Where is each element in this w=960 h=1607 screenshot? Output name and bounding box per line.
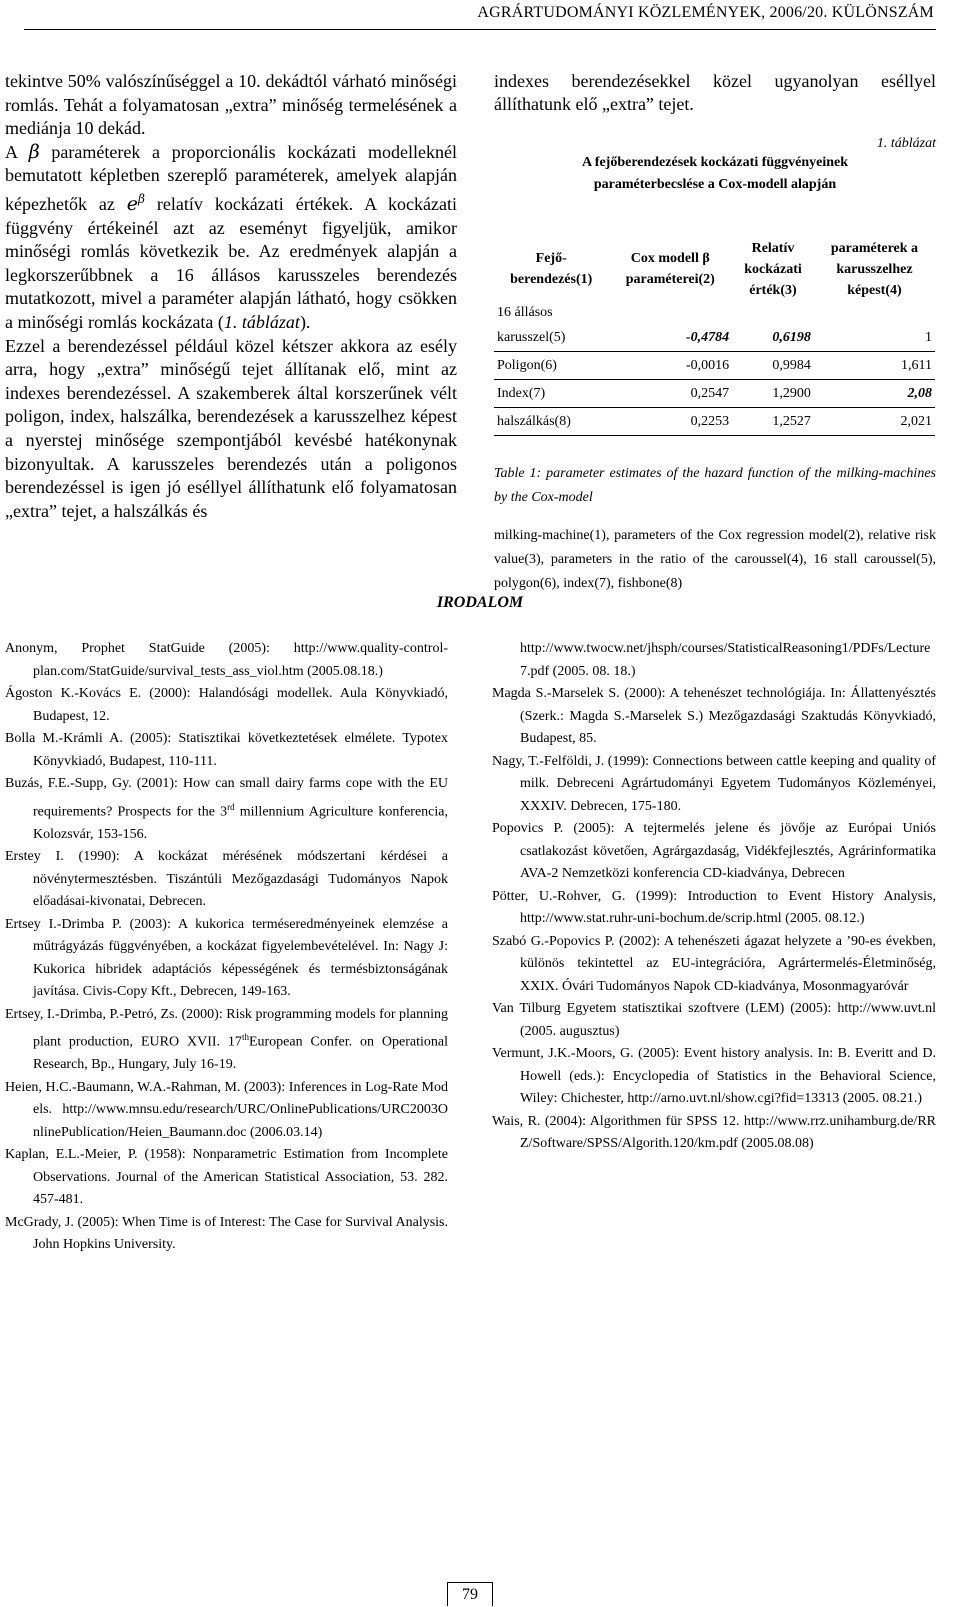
row-label: Index(7)	[494, 380, 608, 408]
reference-item: Anonym, Prophet StatGuide (2005): http://www.quality-control-plan.com/StatGuide/survival_tests_ass_viol.htm (2005.08.18.)	[5, 641, 448, 679]
header-line: kockázati	[744, 261, 802, 277]
cell-beta: -0,0016	[608, 352, 732, 380]
table-header-cell	[494, 236, 608, 302]
table-number: 1. táblázat	[876, 136, 936, 151]
table-reference: 1. táblázat	[223, 311, 300, 332]
cell-ratio: 2,021	[814, 408, 935, 436]
reference-item: Popovics P. (2005): A tejtermelés jelene és jövője az Európai Uniós csatlakozást követően, Agrárgazdaság, Vidékfejlesztés, Agrárinformatika AVA-2 Nemzetközi konferencia CD-kiadványa, Debrecen	[492, 821, 936, 881]
table-row	[494, 302, 935, 324]
reference-item: Kaplan, E.L.-Meier, P. (1958): Nonparametric Estimation from Incomplete Observations. Journal of the American Statistical Association, 53. 282. 457-481.	[5, 1147, 448, 1208]
reference-item: Szabó G.-Popovics P. (2002): A tehenészeti ágazat helyzete a ’90-es években, különös tekintettel az EU-integrációra, Agrártermelés-Életminőség, XXIX. Óvári Tudományos Napok CD-kiadványa, Mosonmagyaróvár	[492, 933, 936, 994]
header-line: karusszelhez	[836, 261, 913, 277]
reference-item: Bolla M.-Krámli A. (2005): Statisztikai következtetések elmélete. Typotex Könyvkiadó, Budapest, 110-111.	[5, 731, 448, 769]
table-caption-legend: milking-machine(1), parameters of the Cox regression model(2), relative risk value(3), parameters in the ratio of the caroussel(4), 16 stall caroussel(5), polygon(6), index(7), fishbone(8)	[494, 528, 936, 591]
table-row	[494, 408, 935, 436]
running-header: AGRÁRTUDOMÁNYI KÖZLEMÉNYEK, 2006/20. KÜLÖNSZÁM	[477, 4, 934, 21]
cell-risk: 0,6198	[732, 324, 814, 352]
paragraph-1: tekintve 50% valószínűséggel a 10. dekádtól várható minőségi romlás. Tehát a folyamatosan „extra” minőség termelésének a mediánja 10 dekád.	[5, 71, 457, 139]
row-label: karusszel(5)	[494, 324, 608, 352]
beta-symbol: β	[28, 140, 40, 163]
reference-text: millennium Agriculture konferencia, Kolozsvár, 153-156.	[33, 804, 448, 842]
page-number: 79	[447, 1582, 493, 1606]
reference-text: European Confer. on Operational Research, Bp., Hungary, July 16-19.	[33, 1034, 448, 1073]
reference-item: Magda S.-Marselek S. (2000): A tehenészet technológiája. In: Állattenyésztés (Szerk.: Magda S.-Marselek S.) Mezőgazdasági Szaktudás Könyvkiadó, Budapest, 85.	[492, 686, 936, 746]
table-header-cell	[732, 236, 814, 302]
paragraph-2-body: paraméterek a proporcionális kockázati modelleknél bemutatott képletben szereplő paraméterek, amelyek alapján képezhetők az	[5, 141, 457, 214]
header-line: érték(3)	[749, 282, 797, 298]
header-line: képest(4)	[847, 282, 902, 298]
references-title: IRODALOM	[436, 594, 524, 611]
reference-item: Ertsey I.-Drimba P. (2003): A kukorica terméseredményeinek elemzése a műtrágyázás függvényében, a kockázat figyelembevételével. In: Nagy J: Kukorica hibridek adaptációs képességének és termésbiztonságának javítása. Civis-Copy Kft., Debrecen, 149-163.	[5, 916, 448, 1000]
paragraph-2-rest: relatív kockázati értékek. A kockázati függvény értékeinél azt az eseményt figyeljük, amikor minőségi romlás következik be. Az eredmények alapján a legkorszerűbbnek a 16 állásos karusszeles berendezés mutatkozott, mivel a paraméter alapján látható, hogy csökken a minőségi romlás kockázata (	[5, 193, 457, 332]
header-line: Fejő-	[535, 251, 567, 266]
paragraph-2-start: A	[5, 141, 18, 162]
table-header-cell	[814, 236, 935, 302]
reference-item: Pötter, U.-Rohver, G. (1999): Introduction to Event History Analysis, http://www.stat.ruhr-uni-bochum.de/scrip.html (2005. 08.12.)	[492, 888, 936, 926]
header-line: berendezés(1)	[510, 272, 593, 287]
table-header-cell	[608, 236, 732, 302]
paragraph-3: Ezzel a berendezéssel például közel kétszer akkora az esély arra, hogy „extra” minőségű tejet állítanak elő, mint az indexes berendezéssel. A szakemberek által korszerűnek vélt poligon, index, halszálka, berendezések a karusszelhez képest a nyerstej minősége szempontjából kevésbé hatékonynak bizonyultak. A karusszeles berendezés után a poligonos berendezéssel is igen jó eséllyel állíthatunk elő folyamatosan „extra” tejet, a halszálkás és	[5, 335, 457, 521]
header-line: paraméterei(2)	[625, 272, 715, 287]
reference-item	[5, 773, 448, 846]
reference-item: Wais, R. (2004): Algorithmen für SPSS 12. http://www.rrz.unihamburg.de/RRZ/Software/SPSS/Algorith.120/km.pdf (2005.08.08)	[492, 1113, 936, 1151]
table-title-line-1: A fejőberendezések kockázati függvényeinek	[581, 155, 849, 170]
table-title	[494, 152, 936, 196]
table-row	[494, 324, 935, 352]
reference-superscript: th	[241, 1032, 249, 1043]
right-column	[494, 70, 936, 596]
reference-item: http://www.twocw.net/jhsph/courses/StatisticalReasoning1/PDFs/Lecture7.pdf (2005. 08. 18.)	[520, 641, 931, 679]
cell-beta: 0,2253	[608, 408, 732, 436]
paragraph-2	[5, 141, 457, 335]
cell-beta: -0,4784	[608, 324, 732, 352]
table-title-line-2: paraméterbecslése a Cox-modell alapján	[593, 177, 837, 192]
header-line: Relatív	[751, 240, 795, 256]
references-right	[492, 638, 936, 1156]
cell-ratio: 1,611	[814, 352, 935, 380]
cell-ratio: 1	[814, 324, 935, 352]
header-rule	[24, 29, 936, 30]
cell-beta: 0,2547	[608, 380, 732, 408]
cell-risk: 0,9984	[732, 352, 814, 380]
reference-item: Vermunt, J.K.-Moors, G. (2005): Event history analysis. In: B. Everitt and D. Howell (eds.): Encyclopedia of Statistics in the Behavioral Science, Wiley: Chichester, http://arno.uvt.nl/show.cgi?fid=13313 (2005. 08.21.)	[492, 1046, 936, 1106]
header-line: paraméterek a	[830, 240, 919, 256]
table-caption-english: Table 1: parameter estimates of the hazard function of the milking-machines by the Cox-model	[494, 466, 936, 505]
reference-item	[5, 1004, 448, 1077]
reference-item: McGrady, J. (2005): When Time is of Interest: The Case for Survival Analysis. John Hopkins University.	[5, 1214, 448, 1253]
reference-text: Ertsey, I.-Drimba, P.-Petró, Zs. (2000): Risk programming models for planning plant production, EURO XVII. 17	[5, 1006, 448, 1050]
row-label: halszálkás(8)	[494, 408, 608, 436]
reference-text: Buzás, F.E.-Supp, Gy. (2001): How can small dairy farms cope with the EU requirements? Prospects for the 3	[5, 776, 448, 820]
header-line: Cox modell β	[630, 251, 710, 266]
results-table	[494, 236, 935, 436]
e-symbol: e	[126, 192, 139, 215]
reference-superscript: rd	[227, 801, 235, 812]
paragraph-2-end: ).	[299, 311, 311, 332]
right-intro-text: indexes berendezésekkel közel ugyanolyan eséllyel állíthatunk elő „extra” tejet.	[494, 71, 936, 114]
reference-item: Van Tilburg Egyetem statisztikai szoftvere (LEM) (2005): http://www.uvt.nl (2005. augusztus)	[492, 1001, 936, 1039]
row-label-line: 16 állásos	[497, 305, 553, 320]
references-left	[5, 638, 448, 1257]
cell-risk: 1,2527	[732, 408, 814, 436]
reference-item: Erstey I. (1990): A kockázat mérésének módszertani kérdései a növénytermesztésben. Tiszántúli Mezőgazdasági Tudományos Napok előadásai-kivonatai, Debrecen.	[5, 849, 448, 910]
reference-item: Nagy, T.-Felföldi, J. (1999): Connections between cattle keeping and quality of milk. Debreceni Agrártudományi Egyetem Tudományos Közleményei, XXXIV. Debrecen, 175-180.	[492, 753, 936, 814]
e-superscript: β	[138, 191, 145, 206]
cell-ratio: 2,08	[814, 380, 935, 408]
cell-risk: 1,2900	[732, 380, 814, 408]
row-label: Poligon(6)	[494, 352, 608, 380]
reference-item: Ágoston K.-Kovács E. (2000): Halandósági modellek. Aula Könyvkiadó, Budapest, 12.	[5, 686, 448, 724]
table-row	[494, 380, 935, 408]
table-row	[494, 352, 935, 380]
reference-item: Heien, H.C.-Baumann, W.A.-Rahman, M. (2003): Inferences in Log-Rate Models. http://www.mnsu.edu/research/URC/OnlinePublications/URC2003OnlinePublication/Heien_Baumann.doc (2006.03.14)	[5, 1079, 448, 1140]
table-header-row	[494, 236, 935, 302]
left-column-text	[5, 70, 457, 523]
